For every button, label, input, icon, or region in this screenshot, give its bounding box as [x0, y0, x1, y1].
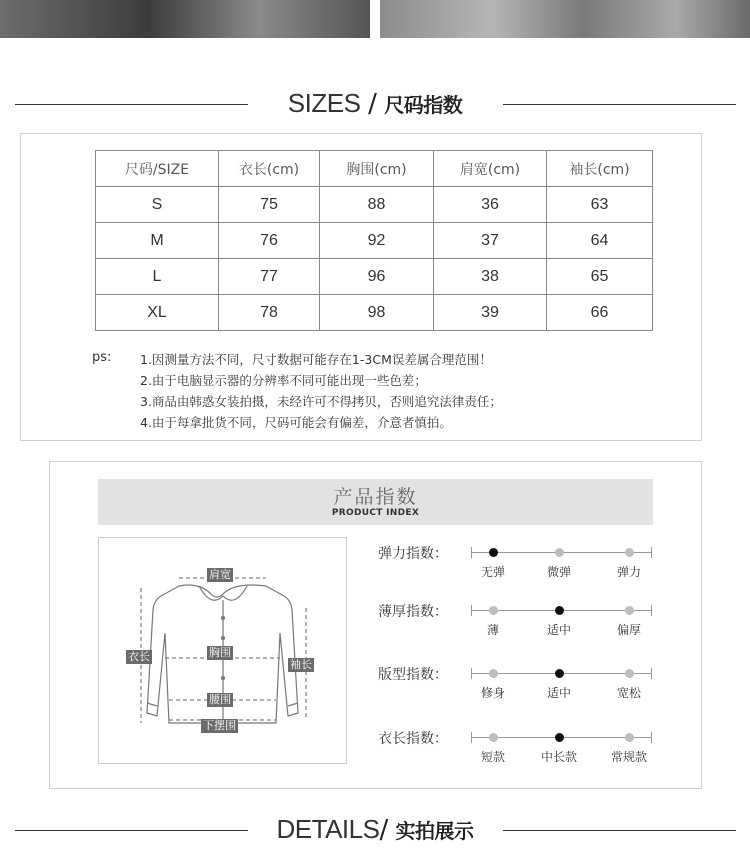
sleeve-cell: 64 [547, 223, 653, 259]
chest-cell: 96 [320, 259, 434, 295]
sleeve-cell: 65 [547, 259, 653, 295]
scale-option-label: 适中 [546, 623, 571, 637]
size-table-header-row [96, 151, 653, 187]
scale-option-label: 弹力 [616, 565, 641, 579]
product-index-banner [98, 479, 653, 525]
scale-option-label: 宽松 [616, 686, 641, 700]
shoulder-cell: 36 [434, 187, 547, 223]
scale-dot-selected [555, 733, 564, 742]
scale-garment-length [370, 728, 670, 768]
scale-dot [625, 669, 634, 678]
size-cell: M [96, 223, 219, 259]
scale-elasticity [370, 543, 670, 583]
length-cell: 75 [219, 187, 320, 223]
size-cell: L [96, 259, 219, 295]
scale-option-label: 短款 [480, 750, 505, 764]
scale-option-label: 适中 [546, 686, 571, 700]
details-title-en: DETAILS [276, 814, 380, 844]
note-item: 2.由于电脑显示器的分辨率不同可能出现一些色差； [140, 373, 427, 388]
shoulder-cell: 38 [434, 259, 547, 295]
scale-dot [625, 733, 634, 742]
sleeve-length-tag: 袖长 [290, 658, 312, 671]
scale-option-label: 微弹 [546, 565, 571, 579]
notes-list [140, 349, 502, 433]
header-cell-sleeve: 袖长(cm) [547, 151, 653, 187]
header-cell-size: 尺码/SIZE [96, 151, 219, 187]
scale-end-tick [471, 732, 472, 743]
scale-dot [489, 606, 498, 615]
shoulder-width-tag: 肩宽 [209, 568, 231, 581]
scale-dot [625, 548, 634, 557]
notes-label: ps: [92, 350, 112, 365]
scale-fit [370, 664, 670, 704]
shoulder-cell: 37 [434, 223, 547, 259]
sleeve-cell: 63 [547, 187, 653, 223]
chest-tag: 胸围 [209, 646, 231, 659]
table-row [96, 259, 653, 295]
details-section-header [0, 812, 750, 848]
scale-end-tick [471, 605, 472, 616]
scale-dot [489, 733, 498, 742]
scale-label: 薄厚指数： [378, 604, 448, 620]
size-table [95, 150, 653, 331]
sleeve-cell: 66 [547, 295, 653, 331]
scale-label: 版型指数： [378, 667, 448, 683]
scale-end-tick [651, 547, 652, 558]
waist-tag: 腰围 [209, 693, 231, 706]
note-item: 4.由于每拿批货不同，尺码可能会有偏差，介意者慎拍。 [140, 415, 452, 430]
length-cell: 78 [219, 295, 320, 331]
scale-end-tick [651, 732, 652, 743]
product-index-title: 产品指数 [333, 486, 418, 508]
product-index-subtitle: PRODUCT INDEX [331, 508, 420, 518]
note-item: 3.商品由韩惑女装拍摄，未经许可不得拷贝，否则追究法律责任； [140, 394, 502, 409]
sizes-title [0, 88, 750, 119]
header-cell-shoulder: 肩宽(cm) [434, 151, 547, 187]
sizes-title-en: SIZES [287, 88, 361, 118]
details-title [0, 814, 750, 845]
chest-cell: 92 [320, 223, 434, 259]
size-cell: S [96, 187, 219, 223]
size-cell: XL [96, 295, 219, 331]
table-row [96, 223, 653, 259]
scale-dot-selected [489, 548, 498, 557]
shoulder-cell: 39 [434, 295, 547, 331]
body-length-tag: 衣长 [128, 650, 150, 663]
scale-end-tick [651, 668, 652, 679]
scale-end-tick [471, 547, 472, 558]
header-cell-chest: 胸围(cm) [320, 151, 434, 187]
scale-thickness [370, 601, 670, 641]
scale-dot-selected [555, 606, 564, 615]
sizes-title-cn: 尺码指数 [384, 93, 463, 117]
scale-label: 衣长指数： [378, 731, 448, 747]
note-item: 1.因测量方法不同，尺寸数据可能存在1-3CM误差属合理范围！ [140, 352, 492, 367]
scale-end-tick [651, 605, 652, 616]
scale-option-label: 无弹 [480, 565, 505, 579]
scale-option-label: 偏厚 [616, 623, 641, 637]
scale-option-label: 修身 [480, 686, 505, 700]
scale-dot [489, 669, 498, 678]
product-photo-right [380, 0, 750, 38]
header-cell-length: 衣长(cm) [219, 151, 320, 187]
chest-cell: 88 [320, 187, 434, 223]
scale-label: 弹力指数： [378, 546, 448, 562]
sizes-title-separator: / [360, 89, 385, 119]
scale-dot [625, 606, 634, 615]
scale-end-tick [471, 668, 472, 679]
hem-tag: 下摆围 [203, 719, 236, 732]
table-row [96, 295, 653, 331]
scale-dot-selected [555, 669, 564, 678]
scale-option-label: 常规款 [610, 750, 647, 764]
details-title-separator: / [379, 815, 396, 845]
garment-measurement-diagram [98, 537, 347, 764]
details-title-cn: 实拍展示 [395, 819, 474, 843]
length-cell: 76 [219, 223, 320, 259]
scale-dot [555, 548, 564, 557]
scale-option-label: 中长款 [540, 750, 577, 764]
table-row [96, 187, 653, 223]
scale-option-label: 薄 [486, 623, 499, 637]
sizes-section-header [0, 86, 750, 122]
chest-cell: 98 [320, 295, 434, 331]
product-photo-left [0, 0, 370, 38]
length-cell: 77 [219, 259, 320, 295]
